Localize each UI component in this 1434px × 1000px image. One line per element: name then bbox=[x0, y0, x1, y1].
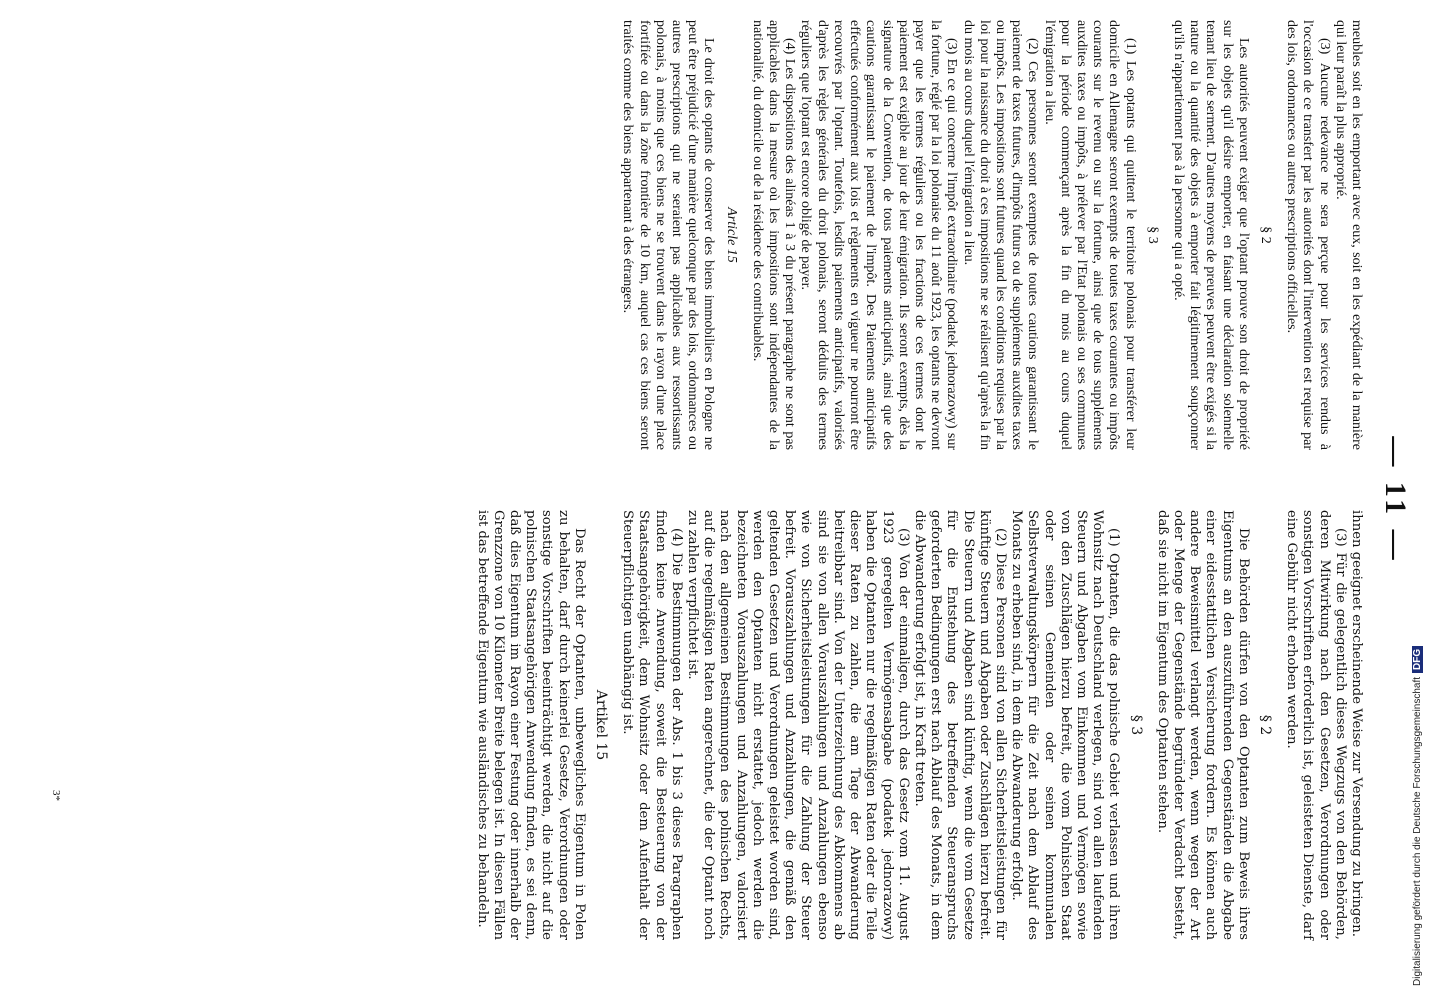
paragraph: ihnen geeignet erscheinende Weise zur Versendung zu bringen. bbox=[1349, 510, 1364, 937]
page-number: — 11 — bbox=[1379, 436, 1412, 564]
section-heading: § 3 bbox=[1127, 714, 1144, 736]
paragraph: Das Recht der Optanten, unbewegliches Eigentum in Polen zu behalten, darf durch keinerlei Gesetze, Verordnungen oder sonstige Vorschriften beeinträchtigt werden, die nicht auf die polnischen Staatsangehörigen Anwendung finden, es sei denn, daß dies Eigentum im Rayon einer Festung oder innerhalb der Grenzzone von 10 Kilometer Breite belegen ist. In diesen Fällen ist das betreffende Eigentum wie ausländisches zu behandeln. bbox=[474, 510, 587, 940]
paragraph: Le droit des optants de conserver des biens immobiliers en Pologne ne peut être préjudicié d'une manière quelconque par des lois, ordonnances ou autres prescriptions qui ne seraient pas applicables aux ressortissants polonais, à moins que ces biens ne se trouvent dans le rayon d'une place fortifiée ou dans la zône frontière de 10 km, auquel cas ces biens seront traités comme des biens appartenant à des étrangers. bbox=[620, 20, 717, 450]
section-heading: § 2 bbox=[1257, 226, 1273, 244]
dfg-logo: DFG bbox=[1412, 646, 1423, 673]
paragraph: (4) Les dispositions des alinéas 1 à 3 du présent paragraphe ne sont pas applicables dans la mesure où les impositions sont indépendantes de la nationalité, du domicile ou de la résidence des contribuables. bbox=[749, 20, 798, 450]
french-column bbox=[619, 20, 1364, 450]
paragraph: Les autorités peuvent exiger que l'optant prouve son droit de propriété sur les objets qu'il désire emporter, en faisant une déclaration solennelle tenant lieu de serment. D'autres moyens de preuves peuvent être exigés si la nature ou la quantité des objets à emporter fait légitimement soupçonner qu'ils n'appartiennent pas à la personne qui a opté. bbox=[1170, 20, 1251, 450]
paragraph: (2) Ces personnes seront exemptes de toutes cautions garantissant le paiement de taxes futures, d'impôts futurs ou de suppléments auxdites taxes ou impôts. Les impositions sont futures quand les conditions requises par la loi pour la naissance du droit à ces impositions ne se réalisent qu'après la fin du mois au cours duquel l'émigration a lieu. bbox=[960, 20, 1041, 450]
german-column bbox=[473, 510, 1364, 940]
footnote-mark: 3* bbox=[50, 790, 62, 801]
paragraph: (3) Von der einmaligen, durch das Gesetz vom 11. August 1923 geregelten Vermögensabgabe (podatek jednorazowy) haben die Optanten nur die regelmäßigen Raten oder die Teile dieser Raten zu zahlen, die am Tage der Abwanderung beitreibbar sind. Von der Unterzeichnung des Abkommens ab sind sie von allen Vorauszahlungen und Anzahlungen ebenso wie von Sicherheitsleistungen für die Zahlung der Steuer befreit. Vorauszahlungen und Anzahlungen, die gemäß den geltenden Gesetzen und Verordnungen geleistet worden sind, werden den Optanten nicht erstattet, jedoch werden die bezeichneten Vorauszahlungen und Anzahlungen, valorisiert nach den allgemeinen Bestimmungen des polnischen Rechts, auf die regelmäßigen Raten angerechnet, die der Optant noch zu zahlen verpflichtet ist. bbox=[685, 510, 911, 940]
paragraph: Die Behörden dürfen von den Optanten zum Beweis ihres Eigentums an den auszuführenden Gegenständen die Abgabe einer eidesstattlichen Versicherung fordern. Es können auch andere Beweismittel verlangt werden, wenn wegen der Art oder Menge der Gegenstände begründeter Verdacht besteht, daß sie nicht im Eigentum des Optanten stehen. bbox=[1154, 510, 1251, 940]
article-heading: Artikel 15 bbox=[593, 689, 610, 761]
paragraph: (3) Aucune redevance ne sera perçue pour les services rendus à l'occasion de ce transfert par les autorités dont l'intervention est requise par des lois, ordonnances ou autres prescriptions officielles. bbox=[1284, 20, 1332, 450]
section-heading: § 3 bbox=[1144, 226, 1160, 244]
paragraph: (2) Diese Personen sind von allen Sicherheitsleistungen für künftige Steuern und Abgaben oder Zuschlägen hierzu befreit. Die Steuern und Abgaben sind künftig, wenn die vom Gesetze für die Entstehung des betreffenden Steueranspruchs geforderten Bedingungen erst nach Ablauf des Monats, in dem die Abwanderung erfolgt ist, in Kraft treten. bbox=[911, 510, 1008, 940]
section-heading: § 2 bbox=[1256, 714, 1273, 736]
paragraph: meubles soit en les emportant avec eux, soit en les expédiant de la manière qui leur paraît la plus approprié. bbox=[1332, 20, 1364, 450]
paragraph: (3) En ce qui concerne l'impôt extraordinaire (podatek jednorazowy) sur la fortune, réglé par la loi polonaise du 11 août 1923, les optants ne devront payer que les termes réguliers ou les fractions de ces termes dont le paiement est exigible au jour de leur émigration. Ils seront exempts, dès la signature de la Convention, de tous paiements anticipatifs, ainsi que des cautions garantissant le paiement de l'impôt. Des Paiements anticipatifs effectués conformément aux lois et règlements en vigueur ne pourront être recouvrés par l'optant. Toutefois, lesdits paiements anticipatifs, valorisés d'après les règles générales du droit polonais, seront déduits des termes réguliers que l'optant est encore obligé de payer. bbox=[798, 20, 960, 450]
credit-text: Digitalisierung gefördert durch die Deutsche Forschungsgemeinschaft bbox=[1412, 676, 1423, 986]
paragraph: (3) Für die gelegentlich dieses Wegzugs von den Behörden, deren Mitwirkung nach den Gesetzen, Verordnungen oder sonstigen Vorschriften erforderlich ist, geleisteten Dienste, darf eine Gebühr nicht erhoben werden. bbox=[1284, 510, 1348, 940]
paragraph: (4) Die Bestimmungen der Abs. 1 bis 3 dieses Paragraphen finden keine Anwendung, soweit die Besteuerung von der Staatsangehörigkeit, dem Wohnsitz oder dem Aufenthalt der Steuerpflichtigen unabhängig ist. bbox=[620, 510, 684, 940]
digitization-credit bbox=[1412, 646, 1423, 986]
article-heading: Article 15 bbox=[723, 207, 739, 263]
paragraph: (1) Optanten, die das polnische Gebiet verlassen und ihren Wohnsitz nach Deutschland verlegen, sind von allen laufenden Steuern und Abgaben vom Einkommen und Vermögen sowie von den Zuschlägen hierzu befreit, die vom Polnischen Staat oder seinen Gemeinden oder seinen kommunalen Selbstverwaltungskörpern für die Zeit nach dem Ablauf des Monats zu erheben sind, in dem die Abwanderung erfolgt. bbox=[1009, 510, 1122, 940]
paragraph: (1) Les optants qui quittent le territoire polonais pour transférer leur domicile en Allemagne seront exempts de toutes taxes courantes ou impôts courants sur le revenu ou sur la fortune, ainsi que de tous suppléments auxdites taxes ou impôts, à prélever par l'Etat polonais ou ses communes pour la période commençant après la fin du mois au cours duquel l'émigration a lieu. bbox=[1041, 20, 1138, 450]
